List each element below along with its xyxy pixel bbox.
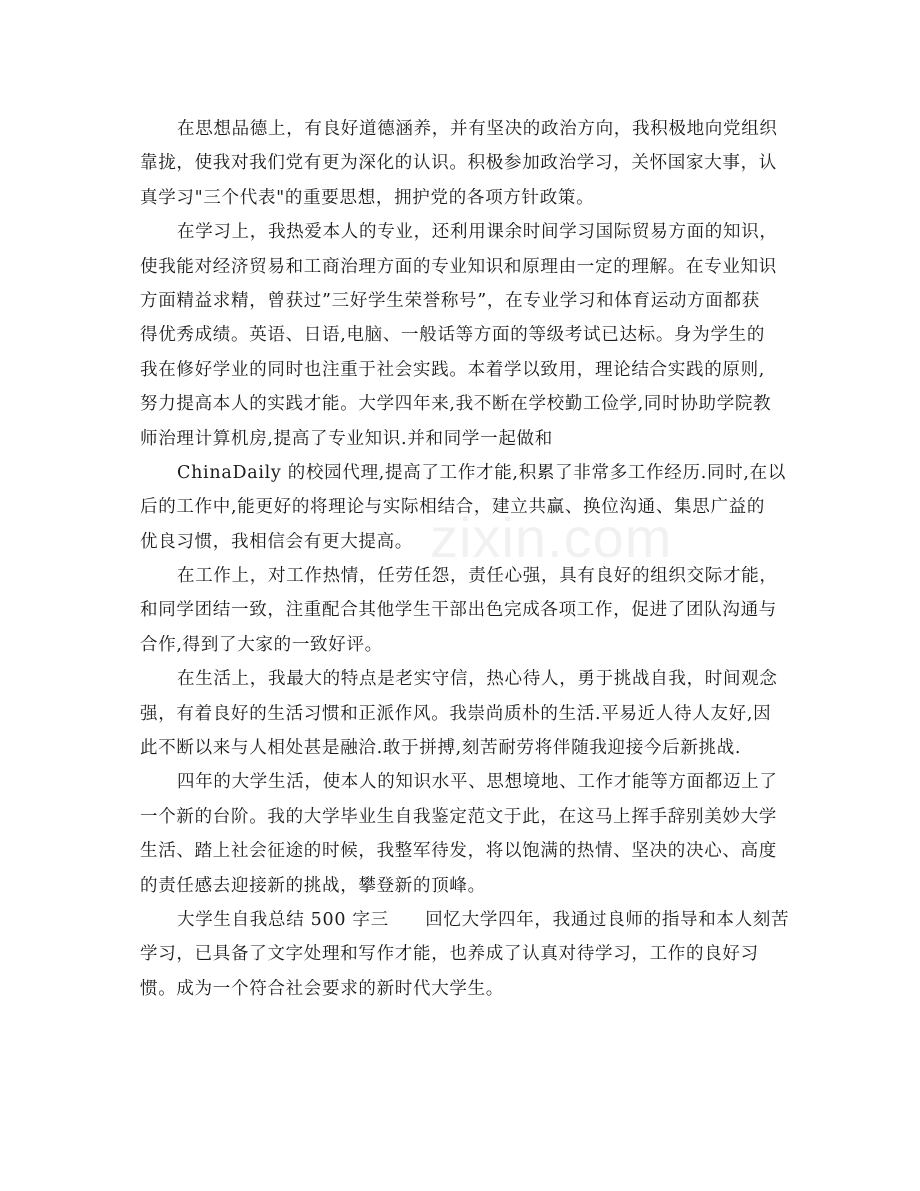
text-line: 在思想品德上，有良好道德涵养，并有坚决的政治方向，我积极地向党组织 (177, 119, 778, 139)
document-body (140, 112, 790, 1006)
text-line: 努力提高本人的实践才能。大学四年来,我不断在学校勤工俭学,同时协助学院教 (140, 394, 772, 415)
text-line: 一个新的台阶。我的大学毕业生自我鉴定范文于此，在这马上挥手辞别美妙大学 (140, 806, 777, 827)
text-line: 真学习"三个代表"的重要思想，拥护党的各项方针政策。 (140, 187, 595, 208)
text-line: 合作,得到了大家的一致好评。 (140, 634, 383, 655)
text-line: ChinaDaily 的校园代理,提高了工作才能,积累了非常多工作经历.同时,在以 (177, 462, 787, 483)
text-line: 在学习上，我热爱本人的专业，还利用课余时间学习国际贸易方面的知识， (177, 222, 778, 243)
text-line: 在工作上，对工作热情，任劳任怨，责任心强，具有良好的组织交际才能， (177, 566, 778, 587)
text-line: 和同学团结一致，注重配合其他学生干部出色完成各项工作，促进了团队沟通与 (140, 600, 777, 621)
text-line: 师治理计算机房,提高了专业知识.并和同学一起做和 (140, 428, 553, 449)
text-line: 四年的大学生活，使本人的知识水平、思想境地、工作才能等方面都迈上了 (177, 772, 778, 793)
text-line: 优良习惯，我相信会有更大提高。 (140, 531, 413, 552)
text-line: 此不断以来与人相处甚是融洽.敢于拼搏,刻苦耐劳将伴随我迎接今后新挑战. (140, 738, 742, 759)
watermark: zixin.com (430, 506, 673, 569)
text-line: 学习，已具备了文字处理和写作才能，也养成了认真对待学习，工作的良好习 (140, 944, 759, 965)
text-line: 后的工作中,能更好的将理论与实际相结合，建立共赢、换位沟通、集思广益的 (140, 497, 766, 518)
text-line: 生活、踏上社会征途的时候，我整军待发，将以饱满的热情、坚决的决心、高度 (140, 841, 777, 862)
text-line: 强，有着良好的生活习惯和正派作风。我崇尚质朴的生活.平易近人待人友好,因 (140, 703, 772, 724)
text-line: 的责任感去迎接新的挑战，攀登新的顶峰。 (140, 875, 486, 896)
text-line: 我在修好学业的同时也注重于社会实践。本着学以致用，理论结合实践的原则, (140, 359, 766, 380)
text-line: 方面精益求精，曾获过”三好学生荣誉称号”，在专业学习和体育运动方面都获 (140, 290, 760, 311)
text-line: 得优秀成绩。英语、日语,电脑、一般话等方面的等级考试已达标。身为学生的 (140, 325, 766, 346)
text-line: 靠拢，使我对我们党有更为深化的认识。积极参加政治学习，关怀国家大事，认 (140, 153, 777, 174)
text-line: 使我能对经济贸易和工商治理方面的专业知识和原理由一定的理解。在专业知识 (140, 256, 777, 277)
text-line: 在生活上，我最大的特点是老实守信，热心待人，勇于挑战自我，时间观念 (177, 669, 778, 690)
text-line: 惯。成为一个符合社会要求的新时代大学生。 (140, 978, 504, 999)
text-line: 大学生自我总结 500 字三 回忆大学四年，我通过良师的指导和本人刻苦 (177, 909, 790, 930)
